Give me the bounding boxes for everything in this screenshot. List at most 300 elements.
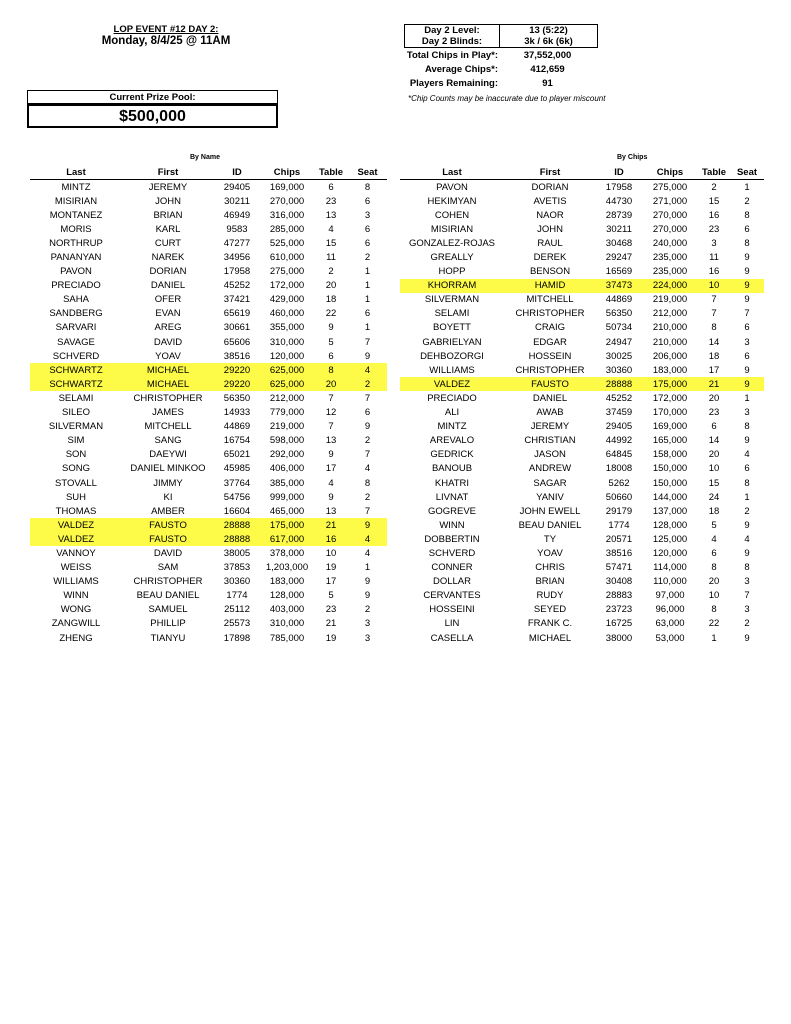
table-number-cell: 11 [326,252,336,264]
seat-number-cell: 2 [364,435,371,447]
player-id-cell: 38516 [223,350,251,362]
first-name-cell: SAMUEL [148,604,188,616]
player-id-cell: 38005 [223,547,251,559]
chips-cell: 525,000 [269,237,305,249]
last-name-cell: WINN [439,519,465,531]
table-number-cell: 6 [711,421,717,433]
last-name-cell: PANANYAN [50,252,102,264]
last-name-cell: VALDEZ [30,532,122,546]
last-name-cell: HOSSEINI [429,604,475,616]
first-name-cell: AVETIS [533,195,567,207]
table-number-cell: 15 [325,237,337,249]
table-row [30,406,387,420]
table-row [400,307,764,321]
chips-cell: 172,000 [652,392,688,404]
seat-number-cell: 4 [348,363,387,377]
player-id-cell: 50660 [605,491,633,503]
table-row [400,265,764,279]
table-row [400,194,764,208]
last-name-cell: LIN [444,618,460,630]
seat-number-cell: 9 [364,421,371,433]
first-name-cell: NAREK [151,252,185,264]
chips-cell: 275,000 [269,266,305,278]
player-id-cell: 17958 [223,266,251,278]
table-row [400,420,764,434]
seat-number-cell: 3 [744,336,750,348]
level-label: Day 2 Level: [424,25,480,36]
table-number-cell: 14 [708,435,720,447]
table-row [30,363,387,377]
table-number-cell: 18 [708,350,720,362]
table-number-cell: 9 [328,491,334,503]
seat-number-cell: 1 [364,294,371,306]
table-row [30,631,387,645]
table-row [400,391,764,405]
player-id-cell: 18008 [605,463,633,475]
player-id-cell: 30408 [605,576,633,588]
first-name-cell: JAMES [152,407,184,419]
table-number-cell: 6 [711,547,717,559]
chips-cell: 598,000 [269,435,305,447]
table-number-cell: 7 [711,294,717,306]
table-number-cell: 5 [711,519,717,531]
column-header-last: Last [30,166,122,180]
seat-number-cell: 4 [744,449,750,461]
chips-cell: 999,000 [269,491,305,503]
seat-number-cell: 7 [744,308,750,320]
player-id-cell: 30468 [605,237,633,249]
first-name-cell: SAGAR [533,477,567,489]
table-header-row [30,166,387,180]
table-row [400,208,764,222]
player-id-cell: 16569 [605,266,633,278]
player-id-cell: 16754 [223,435,251,447]
first-name-cell: JIMMY [153,477,183,489]
seat-number-cell: 9 [364,590,371,602]
table-number-cell: 12 [325,407,337,419]
last-name-cell: SILVERMAN [424,294,480,306]
seat-number-cell: 2 [744,505,750,517]
table-number-cell: 18 [708,505,720,517]
player-id-cell: 29220 [214,363,260,377]
last-name-cell: BOYETT [432,322,471,334]
player-id-cell: 44992 [605,435,633,447]
table-row [400,546,764,560]
table-row [30,462,387,476]
chips-cell: 403,000 [269,604,305,616]
by-chips-label: By Chips [617,154,648,161]
table-row [30,236,387,250]
first-name-cell: FAUSTO [122,532,214,546]
average-chips-label: Average Chips*: [424,64,498,75]
chips-cell: 128,000 [652,519,688,531]
player-id-cell: 37459 [605,407,633,419]
last-name-cell: STOVALL [55,477,97,489]
chips-cell: 625,000 [260,377,314,391]
last-name-cell: SCHVERD [428,547,476,559]
seat-number-cell: 6 [744,463,750,475]
table-header-row [400,166,764,180]
last-name-cell: LIVNAT [435,491,469,503]
table-row [400,349,764,363]
player-id-cell: 25573 [223,618,251,630]
chips-cell: 172,000 [269,280,305,292]
table-row [30,265,387,279]
last-name-cell: ZANGWILL [51,618,101,630]
last-name-cell: HOPP [438,266,466,278]
chips-cell: 169,000 [269,181,305,193]
chips-cell: 125,000 [652,533,688,545]
column-header-first: First [122,166,214,180]
chips-cell: 158,000 [652,449,688,461]
chips-cell: 150,000 [652,463,688,475]
first-name-cell: FAUSTO [122,518,214,532]
player-id-cell: 28888 [214,518,260,532]
table-row [30,448,387,462]
chips-cell: 175,000 [642,377,698,391]
player-id-cell: 24947 [605,336,633,348]
chips-cell: 1,203,000 [265,562,309,574]
player-id-cell: 45252 [605,392,633,404]
table-number-cell: 2 [328,266,334,278]
chips-cell: 224,000 [642,279,698,293]
chips-cell: 310,000 [269,618,305,630]
chips-cell: 96,000 [655,604,685,616]
column-header-seat: Seat [730,166,764,180]
player-id-cell: 17958 [605,181,633,193]
table-row [30,349,387,363]
last-name-cell: MORIS [60,223,92,235]
player-id-cell: 38000 [605,632,633,644]
player-id-cell: 65619 [223,308,251,320]
first-name-cell: CHRISTOPHER [515,308,585,320]
table-row [400,321,764,335]
player-id-cell: 20571 [605,533,633,545]
first-name-cell: BRIAN [153,209,183,221]
chips-cell: 785,000 [269,632,305,644]
table-number-cell: 10 [325,547,337,559]
player-id-cell: 29179 [605,505,633,517]
first-name-cell: DAVID [153,336,183,348]
chips-cell: 270,000 [652,223,688,235]
seat-number-cell: 9 [744,364,750,376]
player-id-cell: 25112 [224,604,250,616]
first-name-cell: EVAN [155,308,181,320]
player-id-cell: 47277 [223,237,251,249]
chips-cell: 235,000 [652,252,688,264]
chips-cell: 212,000 [269,392,305,404]
player-id-cell: 30211 [224,195,250,207]
table-row [400,180,764,195]
first-name-cell: EDGAR [533,336,567,348]
first-name-cell: KI [163,491,173,503]
column-header-id: ID [596,166,642,180]
last-name-cell: SON [65,449,87,461]
first-name-cell: HAMID [504,279,596,293]
first-name-cell: SEYED [533,604,567,616]
first-name-cell: AREG [154,322,182,334]
table-number-cell: 24 [708,491,720,503]
last-name-cell: HEKIMYAN [427,195,477,207]
seat-number-cell: 8 [744,421,750,433]
last-name-cell: SANDBERG [49,308,103,320]
table-row [30,617,387,631]
chips-cell: 625,000 [260,363,314,377]
first-name-cell: RAUL [537,237,563,249]
first-name-cell: MICHAEL [122,363,214,377]
table-row [400,561,764,575]
chips-cell: 53,000 [655,632,685,644]
player-id-cell: 28888 [596,377,642,391]
by-name-label: By Name [190,154,220,161]
player-id-cell: 45985 [223,463,251,475]
first-name-cell: MITCHELL [526,294,574,306]
first-name-cell: TIANYU [150,632,186,644]
seat-number-cell: 6 [744,223,750,235]
chips-cell: 240,000 [652,237,688,249]
player-id-cell: 14933 [223,407,251,419]
table-number-cell: 17 [708,364,720,376]
table-row [400,476,764,490]
last-name-cell: DOLLAR [432,576,471,588]
first-name-cell: DAVID [153,547,183,559]
seat-number-cell: 2 [364,491,371,503]
chips-cell: 137,000 [652,505,688,517]
chips-cell: 316,000 [269,209,305,221]
player-id-cell: 64845 [605,449,633,461]
table-row [30,434,387,448]
chips-cell: 150,000 [652,477,688,489]
seat-number-cell: 3 [744,604,750,616]
seat-number-cell: 1 [364,322,371,334]
first-name-cell: FRANK C. [527,618,573,630]
event-date: Monday, 8/4/25 @ 11AM [101,35,231,47]
player-id-cell: 56350 [223,392,251,404]
table-number-cell: 2 [711,181,717,193]
table-row [30,180,387,195]
seat-number-cell: 7 [364,505,371,517]
level-value: 13 (5:22) [529,25,568,36]
first-name-cell: RUDY [536,590,564,602]
player-id-cell: 28883 [605,590,633,602]
last-name-cell: GOGREVE [427,505,477,517]
table-row [400,236,764,250]
chips-cell: 210,000 [652,322,688,334]
player-id-cell: 23723 [605,604,633,616]
table-number-cell: 7 [711,308,717,320]
chips-cell: 460,000 [269,308,305,320]
first-name-cell: BRIAN [535,576,565,588]
first-name-cell: CHRISTOPHER [515,364,585,376]
first-name-cell: DAEYWI [149,449,187,461]
chips-cell: 128,000 [269,590,305,602]
player-id-cell: 37853 [223,562,251,574]
table-row [30,335,387,349]
seat-number-cell: 3 [744,407,750,419]
table-row [30,518,387,532]
table-row [400,617,764,631]
table-row [400,589,764,603]
last-name-cell: PRECIADO [427,392,477,404]
table-number-cell: 21 [325,618,337,630]
table-row [30,546,387,560]
last-name-cell: PRECIADO [51,280,101,292]
seat-number-cell: 6 [364,407,371,419]
last-name-cell: SELAMI [434,308,470,320]
last-name-cell: DEHBOZORGI [420,350,484,362]
seat-number-cell: 6 [744,322,750,334]
table-number-cell: 20 [314,377,348,391]
chips-cell: 285,000 [269,223,305,235]
first-name-cell: HOSSEIN [528,350,572,362]
player-id-cell: 44869 [223,421,251,433]
seat-number-cell: 8 [744,209,750,221]
last-name-cell: MINTZ [61,181,91,193]
table-number-cell: 3 [711,237,717,249]
last-name-cell: SARVARI [55,322,97,334]
last-name-cell: SELAMI [58,392,94,404]
seat-number-cell: 9 [744,519,750,531]
seat-number-cell: 6 [364,223,371,235]
total-chips-value: 37,552,000 [523,50,572,61]
player-id-cell: 1774 [226,590,248,602]
table-row [30,222,387,236]
chips-cell: 270,000 [652,209,688,221]
table-row [400,250,764,264]
column-header-first: First [504,166,596,180]
table-row [400,363,764,377]
first-name-cell: PHILLIP [150,618,186,630]
table-number-cell: 15 [708,477,720,489]
last-name-cell: PAVON [436,181,468,193]
last-name-cell: AREVALO [429,435,475,447]
table-row [30,391,387,405]
chips-cell: 355,000 [269,322,305,334]
table-row [400,462,764,476]
seat-number-cell: 1 [744,491,750,503]
first-name-cell: CURT [154,237,182,249]
table-number-cell: 14 [708,336,720,348]
player-id-cell: 30211 [606,223,632,235]
first-name-cell: YOAV [537,547,563,559]
table-number-cell: 13 [325,435,337,447]
table-number-cell: 16 [708,266,720,278]
seat-number-cell: 6 [364,308,371,320]
last-name-cell: WONG [60,604,92,616]
last-name-cell: SILEO [62,407,90,419]
blinds-label: Day 2 Blinds: [421,36,483,47]
table-number-cell: 17 [325,576,337,588]
chips-cell: 292,000 [269,449,305,461]
last-name-cell: VALDEZ [30,518,122,532]
table-row [400,222,764,236]
table-row [400,279,764,293]
table-number-cell: 7 [328,421,334,433]
chip-count-note: *Chip Counts may be inaccurate due to player miscount [408,94,606,103]
chips-cell: 385,000 [269,477,305,489]
seat-number-cell: 9 [348,518,387,532]
table-row [30,279,387,293]
seat-number-cell: 2 [348,377,387,391]
seat-number-cell: 7 [364,392,371,404]
table-row [400,448,764,462]
seat-number-cell: 6 [364,237,371,249]
chips-cell: 465,000 [269,505,305,517]
table-number-cell: 21 [698,377,730,391]
seat-number-cell: 9 [744,252,750,264]
table-row [30,293,387,307]
table-number-cell: 13 [325,209,337,221]
last-name-cell: KHATRI [434,477,470,489]
first-name-cell: NAOR [536,209,564,221]
last-name-cell: MISIRIAN [430,223,474,235]
column-header-chips: Chips [260,166,314,180]
seat-number-cell: 8 [744,562,750,574]
table-number-cell: 16 [314,532,348,546]
last-name-cell: WILLIAMS [53,576,99,588]
seat-number-cell: 9 [364,350,371,362]
table-number-cell: 22 [325,308,337,320]
chips-cell: 212,000 [652,308,688,320]
seat-number-cell: 7 [744,590,750,602]
first-name-cell: JASON [534,449,566,461]
first-name-cell: TY [543,533,557,545]
table-row [30,589,387,603]
seat-number-cell: 9 [730,377,764,391]
last-name-cell: SCHWARTZ [30,363,122,377]
player-id-cell: 30360 [605,364,633,376]
last-name-cell: CERVANTES [423,590,481,602]
table-number-cell: 19 [325,562,337,574]
last-name-cell: MONTANEZ [49,209,103,221]
chips-cell: 183,000 [269,576,305,588]
table-number-cell: 22 [708,618,720,630]
table-row [400,490,764,504]
chips-cell: 120,000 [269,350,305,362]
first-name-cell: MICHAEL [122,377,214,391]
player-id-cell: 44730 [605,195,633,207]
seat-number-cell: 4 [364,547,371,559]
last-name-cell: SUH [65,491,87,503]
last-name-cell: COHEN [434,209,470,221]
seat-number-cell: 9 [744,294,750,306]
table-number-cell: 19 [325,632,337,644]
by-name-table [30,166,387,645]
table-row [400,335,764,349]
last-name-cell: ZHENG [59,632,93,644]
chips-cell: 170,000 [652,407,688,419]
table-number-cell: 8 [711,562,717,574]
table-number-cell: 18 [325,294,337,306]
chips-cell: 610,000 [269,252,305,264]
first-name-cell: AMBER [151,505,185,517]
first-name-cell: YOAV [155,350,181,362]
seat-number-cell: 1 [364,562,371,574]
first-name-cell: DORIAN [149,266,187,278]
player-id-cell: 29220 [214,377,260,391]
table-row [30,476,387,490]
table-number-cell: 5 [328,590,334,602]
seat-number-cell: 1 [744,181,750,193]
chips-cell: 110,000 [653,576,687,588]
seat-number-cell: 2 [744,195,750,207]
table-number-cell: 6 [328,181,334,193]
seat-number-cell: 8 [744,477,750,489]
table-number-cell: 4 [711,533,717,545]
chips-cell: 206,000 [652,350,688,362]
table-row [30,194,387,208]
last-name-cell: WEISS [60,562,92,574]
